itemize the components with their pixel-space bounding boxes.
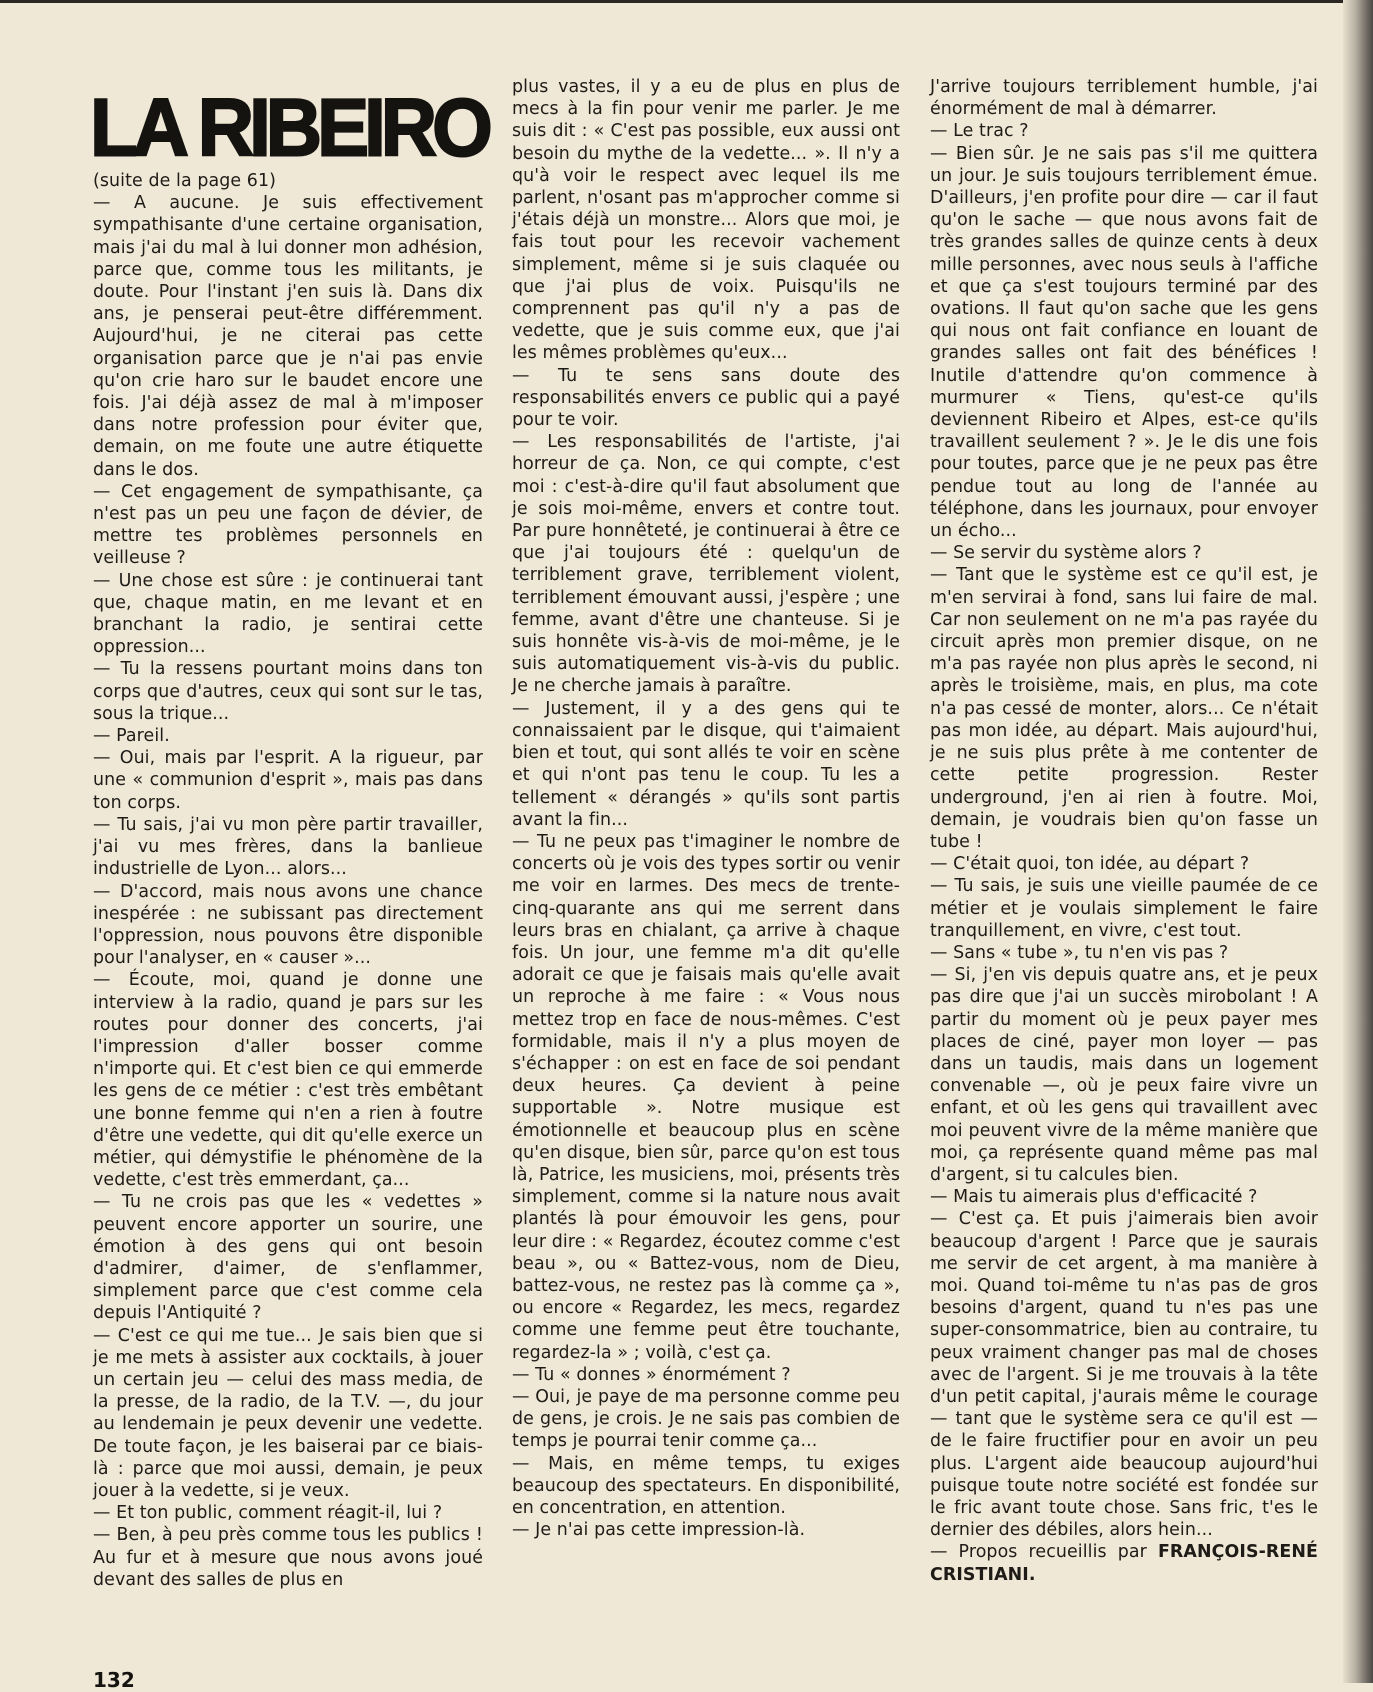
paragraph: — Je n'ai pas cette impression-là.: [512, 1520, 806, 1541]
paragraph: — C'est ça. Et puis j'aimerais bien avoir beaucoup d'argent ! Parce que je saurais me servir de cet argent, à ma manière à moi. Quand toi-même tu n'as pas de gros besoins d'argent, quand tu n'es pas une super-consommatrice, bien au contraire, tu peux vraiment changer pas mal de choses avec de l'argent. Si je me trouvais à la tête d'un petit capital, j'aurais même le courage — tant que le système sera ce qu'il est — de le faire fructifier pour en avoir un peu plus. L'argent aide beaucoup aujourd'hui puisque toute notre société est fondée sur le fric avant toute chose. Sans fric, t'es le dernier des débiles, alors hein...: [930, 1209, 1318, 1541]
paragraph: plus vastes, il y a eu de plus en plus de mecs à la fin pour venir me parler. Je me suis dit : « C'est pas possible, eux aussi ont besoin du mythe de la vedette... ». Il n'y a qu'à voir le respect avec lequel ils me parlent, n'osant pas m'approcher comme si j'étais déjà un monstre... Alors que moi, je fais tout pour les recevoir vachement simplement, même si je suis claquée ou que j'ai plus de voix. Puisqu'ils ne comprennent pas qu'il n'y a pas de vedette, que je suis comme eux, que j'ai les mêmes problèmes qu'eux...: [512, 77, 900, 364]
paragraph: — Mais tu aimerais plus d'efficacité ?: [930, 1187, 1258, 1208]
paragraph: — Tu ne crois pas que les « vedettes » peuvent encore apporter un sourire, une émotion à des gens qui ont besoin d'admirer, d'aimer, de s'enflammer, simplement parce que c'est comme cela depuis l'Antiquité ?: [93, 1192, 483, 1324]
paragraph: — Cet engagement de sympathisante, ça n'est pas un peu une façon de dévier, de mettre tes problèmes personnels en veilleuse ?: [93, 481, 483, 569]
paragraph: — Se servir du système alors ?: [930, 543, 1202, 564]
paragraph: — Le trac ?: [930, 121, 1029, 142]
paragraph: — Les responsabilités de l'artiste, j'ai horreur de ça. Non, ce qui compte, c'est moi : c'est-à-dire qu'il faut absolument que je sois moi-même, envers et contre tout. Par pure honnêteté, je continuerai à être ce que j'ai toujours été : quelqu'un de terriblement grave, terriblement violent, terriblement émouvant aussi, j'espère ; une femme, avant d'être une chanteuse. Si je suis honnête vis-à-vis de moi-même, je le suis automatiquement vis-à-vis du public. Je ne cherche jamais à paraître.: [512, 432, 900, 697]
paragraph: — Bien sûr. Je ne sais pas s'il me quittera un jour. Je suis toujours terriblement émue. D'ailleurs, j'en profite pour dire — car il faut qu'on le sache — que nous avons fait de très grandes salles de quinze cents à deux mille personnes, avec nous seuls à l'affiche et que ça s'est toujours terminé par des ovations. Il faut qu'on sache que les gens qui nous ont fait confiance en louant de grandes salles ont fait des bénéfices ! Inutile d'attendre qu'on commence à murmurer « Tiens, qu'est-ce qu'ils deviennent Ribeiro et Alpes, est-ce qu'ils travaillent seulement ? ». Je le dis une fois pour toutes, parce que je ne peux pas être pendue tout au long de l'année au téléphone, dans les journaux, pour envoyer un écho...: [930, 143, 1318, 542]
paragraph: — C'était quoi, ton idée, au départ ?: [930, 854, 1250, 875]
paragraph: — Tant que le système est ce qu'il est, je m'en servirai à fond, sans lui faire de mal. Car non seulement on ne m'a pas rayée du circuit après mon premier disque, on ne m'a pas rayée non plus après le second, ni après le troisième, mais, en plus, ma cote n'a pas cessé de monter, alors... Ce n'était pas mon idée, au départ. Mais aujourd'hui, je ne suis plus prête à me contenter de cette petite progression. Rester underground, j'en ai rien à foutre. Moi, demain, je voudrais bien qu'on fasse un tube !: [930, 565, 1318, 852]
page-gutter-shadow: [1343, 0, 1373, 1683]
paragraph: — Mais, en même temps, tu exiges beaucoup des spectateurs. En disponibilité, en concentration, en attention.: [512, 1453, 900, 1518]
paragraph: — Pareil.: [93, 726, 170, 747]
byline: [930, 1541, 1318, 1585]
paragraph: — Et ton public, comment réagit-il, lui ?: [93, 1503, 443, 1524]
page-number: 132: [93, 1668, 135, 1692]
paragraph: — Tu « donnes » énormément ?: [512, 1364, 791, 1385]
paragraph: — Tu ne peux pas t'imaginer le nombre de concerts où je vois des types sortir ou venir me voir en larmes. Des mecs de trente-cinq-quarante ans qui me serrent dans leurs bras en chialant, ça arrive à chaque fois. Un jour, une femme m'a dit qu'elle adorait ce que je faisais mais qu'elle avait un reproche à me faire : « Vous nous mettez trop en face de nous-mêmes. C'est formidable, mais il n'y a plus moyen de s'échapper : on est en face de soi pendant deux heures. Ça devient à peine supportable ». Notre musique est émotionnelle et beaucoup plus en scène qu'en disque, bien sûr, parce qu'on est tous là, Patrice, les musiciens, moi, présents très simplement, comme si la nature nous avait plantés là pour émouvoir les gens, pour leur dire : « Regardez, écoutez comme c'est beau », ou « Battez-vous, nom de Dieu, battez-vous, ne restez pas là comme ça », ou encore « Regardez, les mecs, regardez comme une femme peut être touchante, regardez-la » ; voilà, c'est ça.: [512, 831, 900, 1363]
paragraph: — A aucune. Je suis effectivement sympathisante d'une certaine organisation, mais j'ai du mal à lui donner mon adhésion, parce que, comme tous les militants, je doute. Pour l'instant j'en suis là. Dans dix ans, je penserai peut-être différemment. Aujourd'hui, je ne citerai pas cette organisation parce que je n'ai pas envie qu'on crie haro sur le baudet encore une fois. J'ai déjà assez de mal à m'imposer dans notre profession pour éviter que, demain, on me foute une autre étiquette dans le dos.: [93, 193, 483, 480]
paragraph: — Oui, mais par l'esprit. A la rigueur, par une « communion d'esprit », mais pas dans ton corps.: [93, 748, 483, 813]
paragraph: — Ben, à peu près comme tous les publics ! Au fur et à mesure que nous avons joué devant des salles de plus en: [93, 1525, 483, 1590]
byline-prefix: — Propos recueillis par: [930, 1542, 1147, 1563]
column-1: [93, 170, 483, 1591]
paragraph: — Tu la ressens pourtant moins dans ton corps que d'autres, ceux qui sont sur le tas, sous la trique...: [93, 659, 483, 724]
article-title: LA RIBEIRO: [90, 80, 488, 174]
paragraph: — Tu sais, je suis une vieille paumée de ce métier et je voulais simplement le faire tranquillement, en vivre, c'est tout.: [930, 876, 1318, 941]
paragraph: — Oui, je paye de ma personne comme peu de gens, je crois. Je ne sais pas combien de temps je pourrai tenir comme ça...: [512, 1386, 900, 1452]
paragraph: — C'est ce qui me tue... Je sais bien que si je me mets à assister aux cocktails, à jouer un certain jeu — celui des mass media, de la presse, de la radio, de la T.V. —, du jour au lendemain je peux devenir une vedette. De toute façon, je les baiserai par ce biais-là : parce que moi aussi, demain, je peux jouer à la vedette, si je veux.: [93, 1325, 483, 1501]
paragraph: — D'accord, mais nous avons une chance inespérée : ne subissant pas directement l'oppression, nous pouvons être disponible pour l'analyser, en « causer »...: [93, 881, 483, 969]
column-2: [512, 76, 900, 1541]
paragraph: (suite de la page 61): [93, 171, 277, 191]
paragraph: — Si, j'en vis depuis quatre ans, et je peux pas dire que j'ai un succès mirobolant ! A partir du moment où je peux payer mes places de ciné, payer mon loyer — pas dans un taudis, mais dans un logement convenable —, où je peux faire vivre un enfant, et où les gens qui travaillent avec moi peuvent vivre de la même manière que moi, ça représente quand même pas mal d'argent, si tu calcules bien.: [930, 965, 1318, 1185]
paragraph: J'arrive toujours terriblement humble, j'ai énormément de mal à démarrer.: [930, 77, 1318, 120]
column-3: [930, 76, 1318, 1586]
paragraph: — Sans « tube », tu n'en vis pas ?: [930, 942, 1229, 963]
paragraph: — Justement, il y a des gens qui te connaissaient par le disque, qui t'aimaient bien et tout, qui sont allés te voir en scène et qui n'ont pas tenu le coup. Tu les a tellement « dérangés » qu'ils sont partis avant la fin...: [512, 698, 900, 830]
paragraph: — Une chose est sûre : je continuerai tant que, chaque matin, en me levant et en branchant la radio, je sentirai cette oppression...: [93, 570, 483, 658]
byline-author: FRANÇOIS-RENÉ CRISTIANI.: [930, 1542, 1318, 1585]
paragraph: — Tu te sens sans doute des responsabilités envers ce public qui a payé pour te voir.: [512, 365, 900, 431]
paragraph: — Écoute, moi, quand je donne une interview à la radio, quand je pars sur les routes pour donner des concerts, j'ai l'impression d'aller bosser comme n'importe qui. Et c'est bien ce qui emmerde les gens de ce métier : c'est très embêtant une bonne femme qui n'en a rien à foutre d'être une vedette, qui dit qu'elle exerce un métier, qui démystifie le phénomène de la vedette, c'est très emmerdant, ça...: [93, 970, 483, 1191]
top-rule: [0, 0, 1343, 3]
paragraph: — Tu sais, j'ai vu mon père partir travailler, j'ai vu mes frères, dans la banlieue industrielle de Lyon... alors...: [93, 814, 483, 880]
